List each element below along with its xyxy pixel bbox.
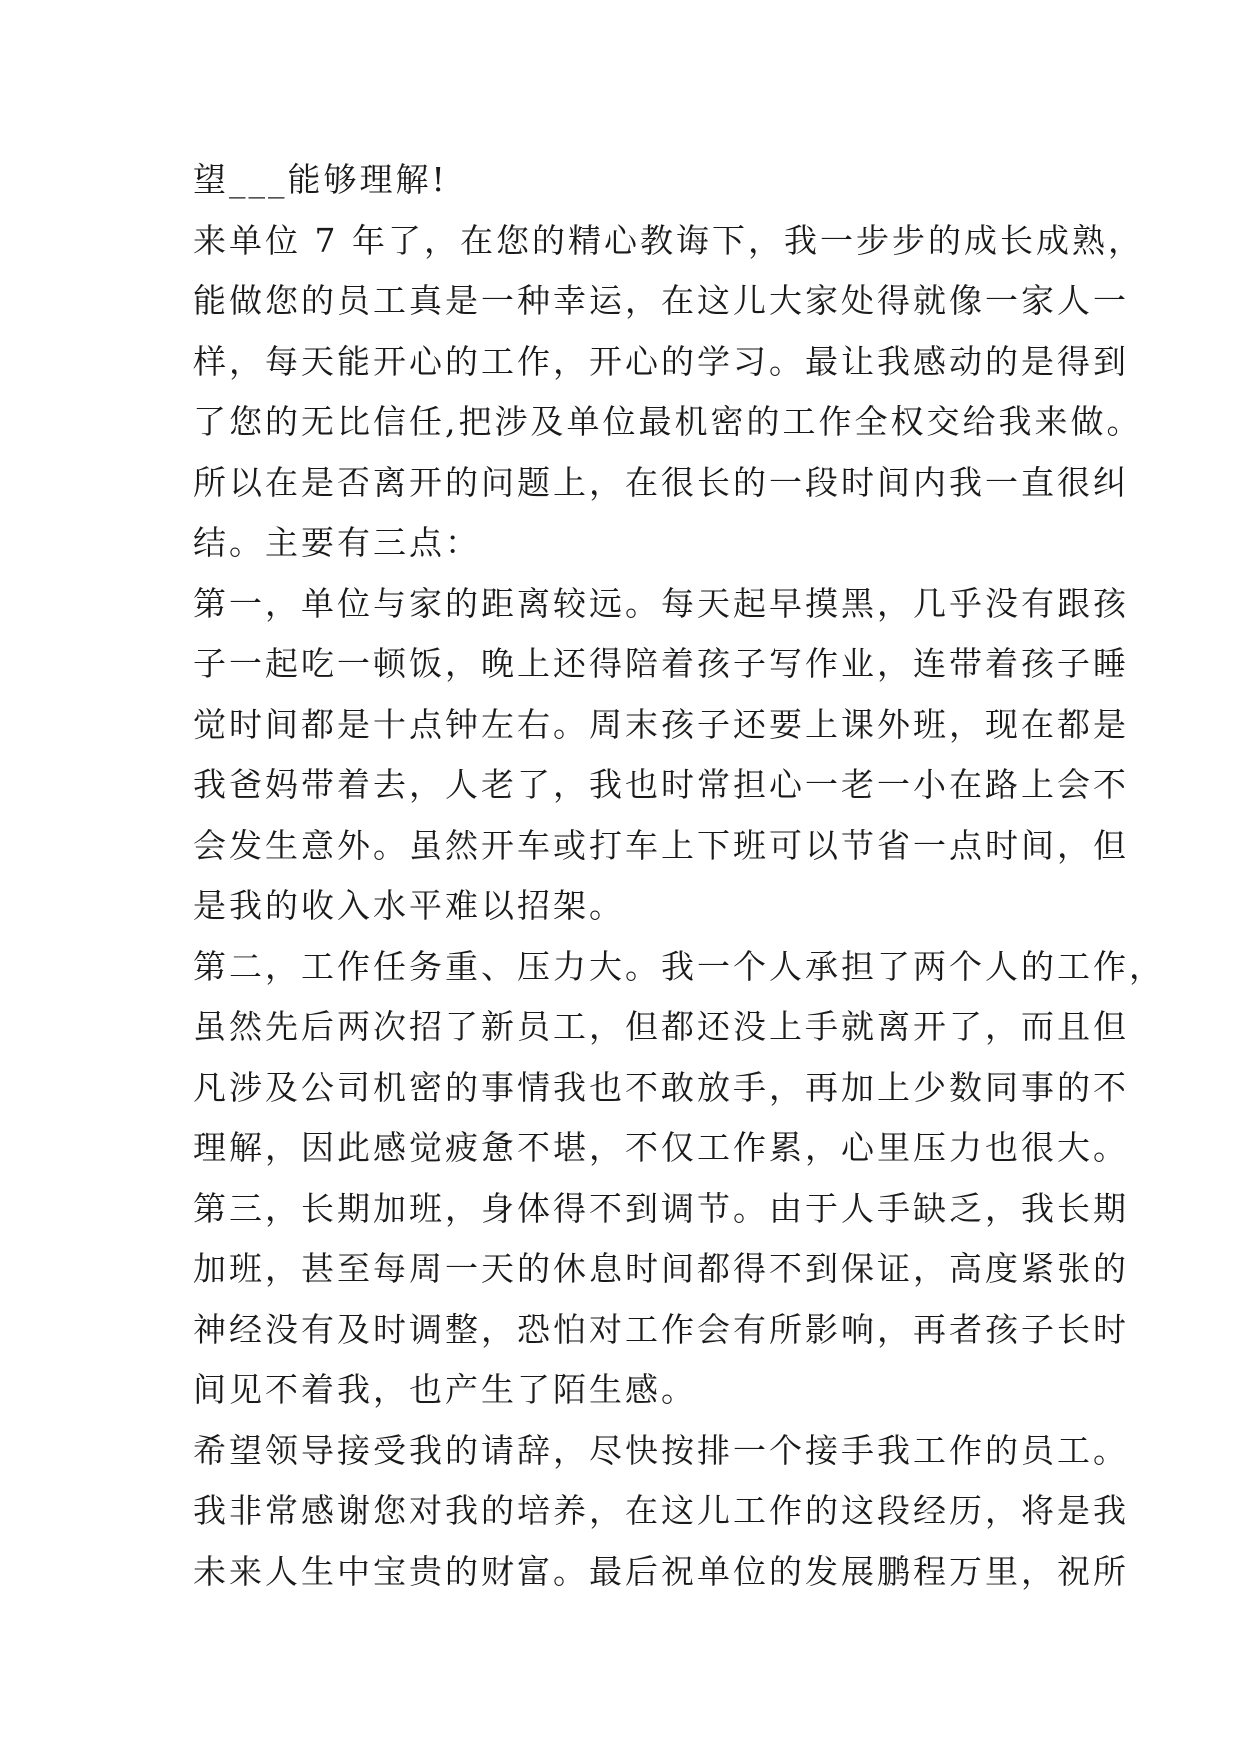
text-line: 间见不着我，也产生了陌生感。 <box>193 1370 697 1409</box>
text-line: 第一，单位与家的距离较远。每天起早摸黑，几乎没有跟孩 <box>193 583 1129 623</box>
text-line: 来单位 7 年了，在您的精心教诲下，我一步步的成长成熟， <box>193 220 1144 260</box>
text-line: 第二，工作任务重、压力大。我一个人承担了两个人的工作， <box>193 946 1165 986</box>
text-line: 虽然先后两次招了新员工，但都还没上手就离开了，而且但 <box>193 1007 1129 1046</box>
letter-body <box>193 150 1165 1602</box>
text-line: 觉时间都是十点钟左右。周末孩子还要上课外班，现在都是 <box>193 704 1129 744</box>
text-line: 我爸妈带着去，人老了，我也时常担心一老一小在路上会不 <box>193 765 1129 804</box>
text-line: 所以在是否离开的问题上，在很长的一段时间内我一直很纠 <box>193 462 1129 502</box>
text-line: 神经没有及时调整，恐怕对工作会有所影响，再者孩子长时 <box>193 1309 1129 1349</box>
text-line: 望___能够理解! <box>193 160 448 199</box>
text-line: 理解，因此感觉疲惫不堪，不仅工作累，心里压力也很大。 <box>193 1128 1129 1167</box>
text-line: 是我的收入水平难以招架。 <box>193 886 625 925</box>
text-line: 第三，长期加班，身体得不到调节。由于人手缺乏，我长期 <box>193 1188 1129 1228</box>
text-line: 能做您的员工真是一种幸运，在这儿大家处得就像一家人一 <box>193 281 1129 320</box>
text-line: 加班，甚至每周一天的休息时间都得不到保证，高度紧张的 <box>193 1249 1129 1288</box>
text-line: 样，每天能开心的工作，开心的学习。最让我感动的是得到 <box>193 341 1129 381</box>
text-line: 希望领导接受我的请辞，尽快按排一个接手我工作的员工。 <box>193 1430 1129 1470</box>
text-line: 了您的无比信任,把涉及单位最机密的工作全权交给我来做。 <box>193 402 1143 441</box>
text-line: 结。主要有三点： <box>193 523 481 562</box>
text-line: 未来人生中宝贵的财富。最后祝单位的发展鹏程万里，祝所 <box>193 1551 1129 1591</box>
text-line: 我非常感谢您对我的培养，在这儿工作的这段经历，将是我 <box>193 1491 1129 1530</box>
text-line: 会发生意外。虽然开车或打车上下班可以节省一点时间，但 <box>193 825 1129 865</box>
text-line: 子一起吃一顿饭，晚上还得陪着孩子写作业，连带着孩子睡 <box>193 644 1129 683</box>
text-line: 凡涉及公司机密的事情我也不敢放手，再加上少数同事的不 <box>193 1067 1129 1107</box>
